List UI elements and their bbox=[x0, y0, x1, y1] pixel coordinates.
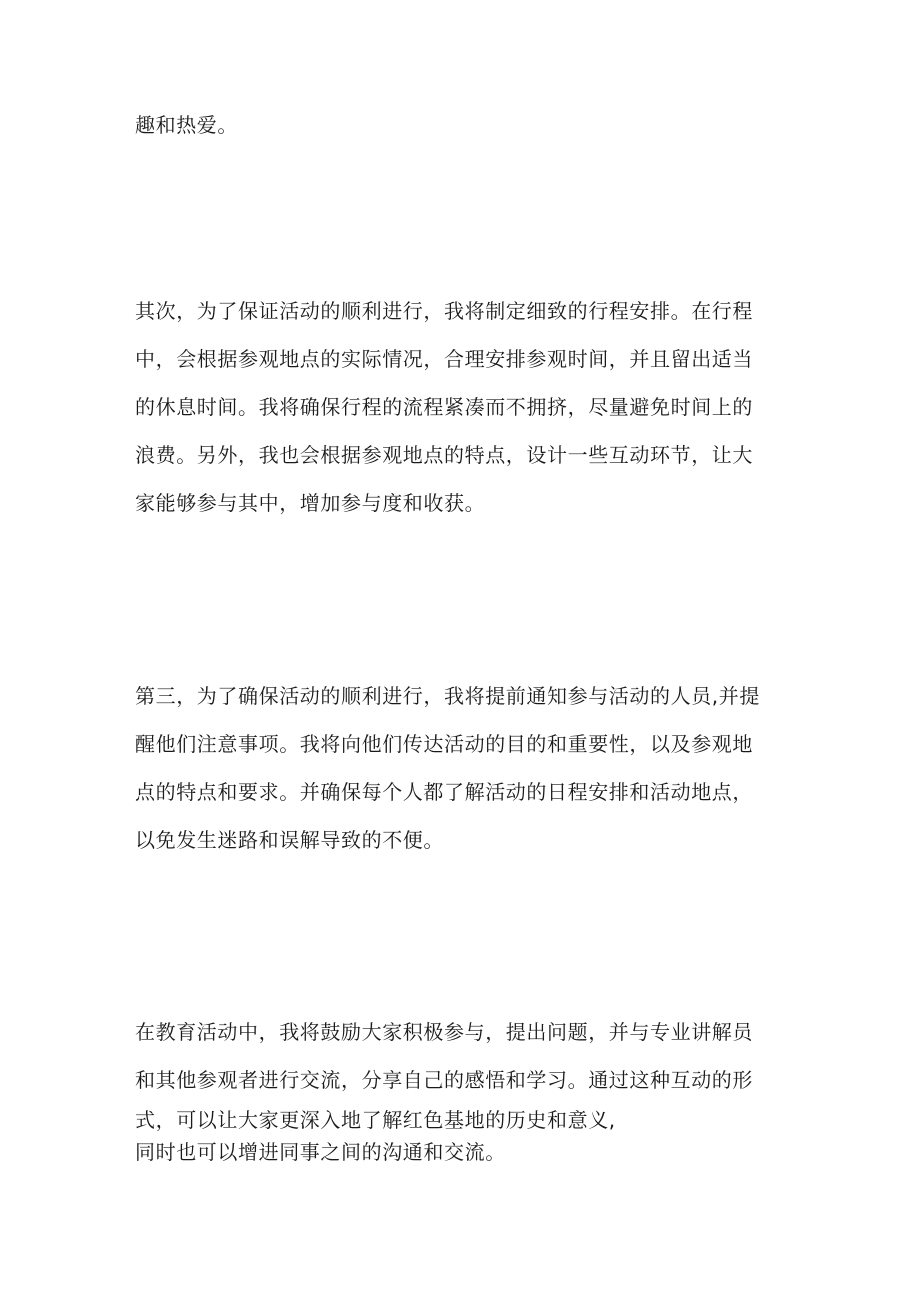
text-line: 醒他们注意事项。我将向他们传达活动的目的和重要性，以及参观地 bbox=[135, 732, 753, 756]
paragraph-notification bbox=[135, 672, 795, 864]
text-line: 式，可以让大家更深入地了解红色基地的历史和意义, bbox=[135, 1108, 616, 1132]
paragraph-itinerary bbox=[135, 287, 795, 527]
text-line: 家能够参与其中，增加参与度和收获。 bbox=[135, 491, 486, 515]
text-line: 的休息时间。我将确保行程的流程紧凑而不拥挤，尽量避免时间上的 bbox=[135, 395, 753, 419]
text-line: 浪费。另外，我也会根据参观地点的特点，设计一些互动环节，让大 bbox=[135, 443, 753, 467]
text-line: 在教育活动中，我将鼓励大家积极参与，提出问题，并与专业讲解员 bbox=[135, 1020, 753, 1044]
paragraph-education bbox=[135, 1008, 795, 1168]
text-line: 点的特点和要求。并确保每个人都了解活动的日程安排和活动地点， bbox=[135, 780, 753, 804]
text-line: 同时也可以增进同事之间的沟通和交流。 bbox=[135, 1140, 506, 1164]
text-line: 其次，为了保证活动的顺利进行，我将制定细致的行程安排。在行程 bbox=[135, 299, 753, 323]
text-line: 趣和热爱。 bbox=[135, 113, 238, 137]
text-line: 第三，为了确保活动的顺利进行，我将提前通知参与活动的人员,并提 bbox=[135, 684, 760, 708]
paragraph-continuation bbox=[135, 101, 795, 149]
text-line: 和其他参观者进行交流，分享自己的感悟和学习。通过这种互动的形 bbox=[135, 1068, 753, 1092]
text-line: 中，会根据参观地点的实际情况，合理安排参观时间，并且留出适当 bbox=[135, 347, 753, 371]
text-line: 以免发生迷路和误解导致的不便。 bbox=[135, 828, 444, 852]
